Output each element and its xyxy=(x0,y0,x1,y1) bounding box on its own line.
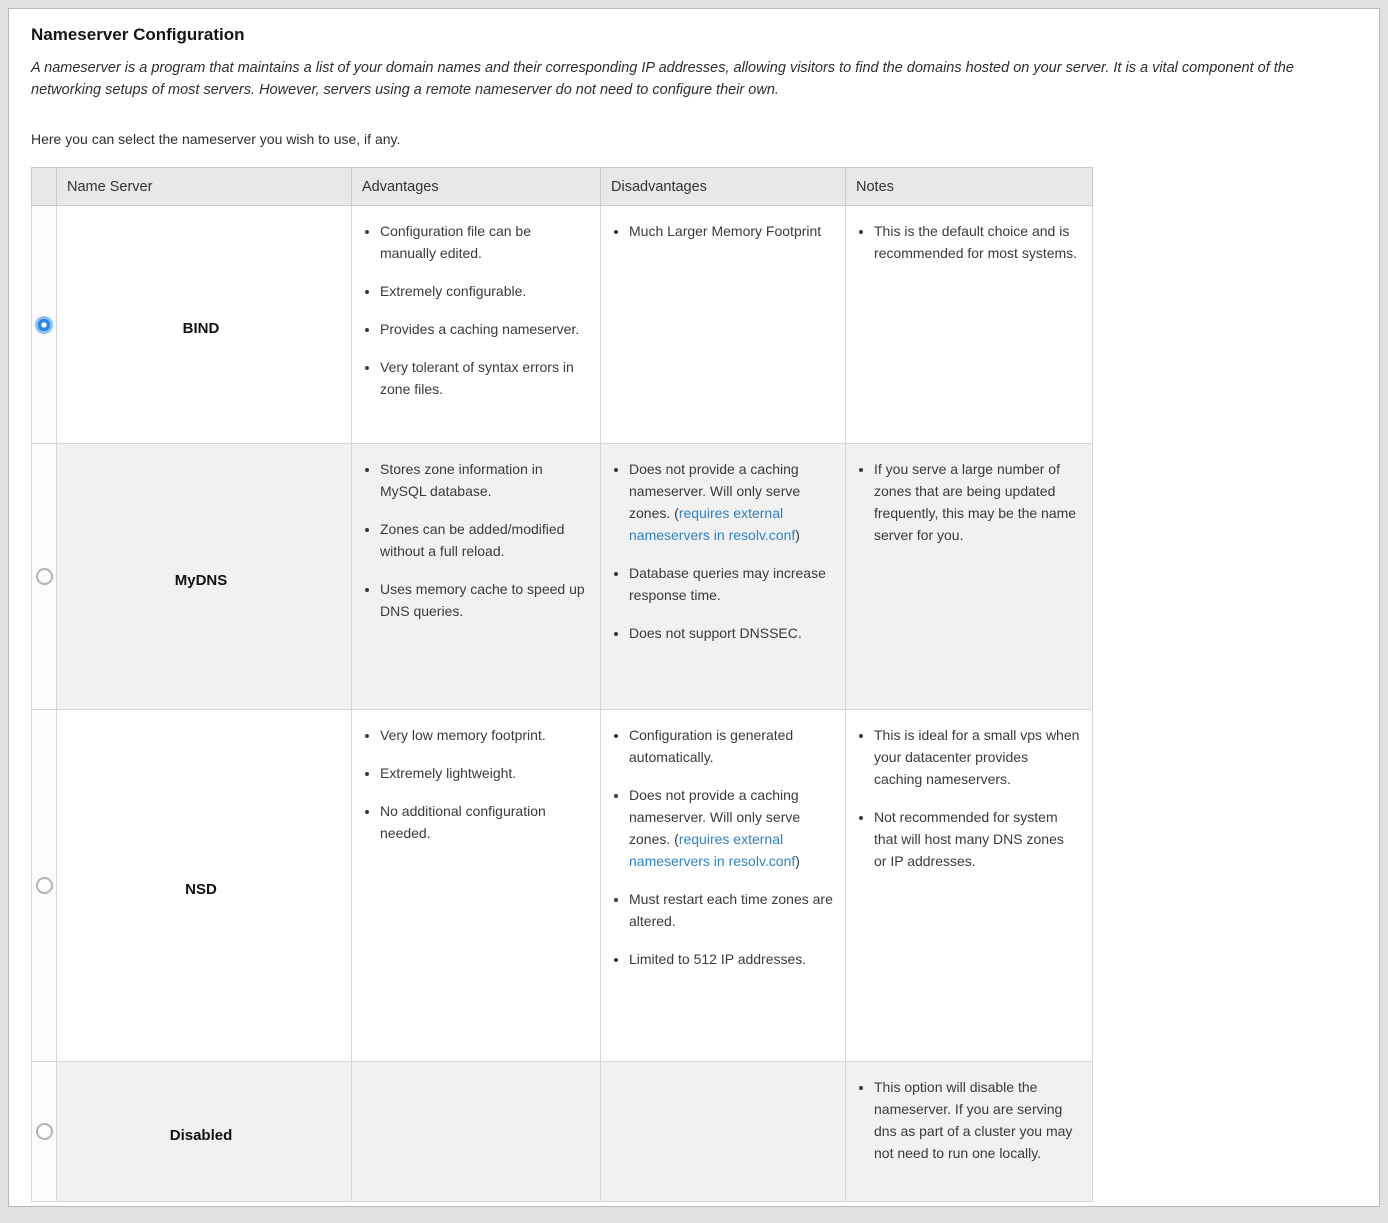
disadvantages-cell xyxy=(601,1062,846,1202)
advantages-list xyxy=(358,458,588,622)
header-advantages: Advantages xyxy=(352,168,601,206)
disadvantages-item: • Limited to 512 IP addresses. xyxy=(629,948,833,970)
advantages-item: • Very low memory footprint. xyxy=(380,724,588,746)
disadvantages-list xyxy=(607,458,833,644)
nameserver-table xyxy=(31,167,1093,1202)
notes-cell xyxy=(846,710,1093,1062)
advantages-item: • Extremely lightweight. xyxy=(380,762,588,784)
disadvantages-item xyxy=(629,784,833,872)
resolv-conf-link[interactable]: requires external nameservers in resolv.conf xyxy=(629,505,796,543)
disadvantages-list xyxy=(607,220,833,242)
disadvantages-cell xyxy=(601,206,846,444)
notes-list xyxy=(852,458,1080,546)
disadvantages-item-text: ) xyxy=(795,527,800,543)
content-panel xyxy=(8,8,1380,1207)
nameserver-name: Disabled xyxy=(57,1062,352,1202)
nameserver-name: MyDNS xyxy=(57,444,352,710)
advantages-item: • Stores zone information in MySQL database. xyxy=(380,458,588,502)
advantages-item: • Zones can be added/modified without a full reload. xyxy=(380,518,588,562)
advantages-list xyxy=(358,724,588,844)
nameserver-radio-nsd[interactable] xyxy=(36,877,53,894)
page-description: A nameserver is a program that maintains a list of your domain names and their corresponding IP addresses, allowing visitors to find the domains hosted on your server. It is a vital component of the networking setups of most servers. However, servers using a remote nameserver do not need to configure their own. xyxy=(31,60,1294,98)
disadvantages-item: • Does not support DNSSEC. xyxy=(629,622,833,644)
disadvantages-item-text: ) xyxy=(795,853,800,869)
advantages-item: • Very tolerant of syntax errors in zone files. xyxy=(380,356,588,400)
notes-item: • Not recommended for system that will host many DNS zones or IP addresses. xyxy=(874,806,1080,872)
header-name-server: Name Server xyxy=(57,168,352,206)
nameserver-radio-bind[interactable] xyxy=(35,316,53,334)
notes-list xyxy=(852,1076,1080,1164)
table-row-bind xyxy=(32,206,1093,444)
nameserver-name: NSD xyxy=(57,710,352,1062)
notes-item: • This is the default choice and is recommended for most systems. xyxy=(874,220,1080,264)
advantages-cell xyxy=(352,444,601,710)
advantages-item: • No additional configuration needed. xyxy=(380,800,588,844)
notes-cell xyxy=(846,1062,1093,1202)
disadvantages-item-text: Does not provide a caching nameserver. Will only serve zones. ( xyxy=(629,787,801,847)
disadvantages-item: • Much Larger Memory Footprint xyxy=(629,220,833,242)
radio-cell xyxy=(32,1062,57,1202)
disadvantages-item: • Database queries may increase response time. xyxy=(629,562,833,606)
disadvantages-item: • Configuration is generated automatically. xyxy=(629,724,833,768)
advantages-list xyxy=(358,220,588,400)
disadvantages-item-text: Does not provide a caching nameserver. Will only serve zones. ( xyxy=(629,461,801,521)
notes-item: • This is ideal for a small vps when your datacenter provides caching nameservers. xyxy=(874,724,1080,790)
notes-cell xyxy=(846,444,1093,710)
table-row-disabled xyxy=(32,1062,1093,1202)
page-title: Nameserver Configuration xyxy=(31,25,245,44)
notes-list xyxy=(852,724,1080,872)
advantages-item: • Configuration file can be manually edited. xyxy=(380,220,588,264)
radio-cell xyxy=(32,206,57,444)
header-disadvantages: Disadvantages xyxy=(601,168,846,206)
nameserver-radio-disabled[interactable] xyxy=(36,1123,53,1140)
table-row-nsd xyxy=(32,710,1093,1062)
advantages-item: • Provides a caching nameserver. xyxy=(380,318,588,340)
disadvantages-cell xyxy=(601,710,846,1062)
selection-instruction: Here you can select the nameserver you wish to use, if any. xyxy=(31,131,401,147)
table-row-mydns xyxy=(32,444,1093,710)
disadvantages-cell xyxy=(601,444,846,710)
nameserver-radio-mydns[interactable] xyxy=(36,568,53,585)
advantages-cell xyxy=(352,710,601,1062)
advantages-cell xyxy=(352,1062,601,1202)
resolv-conf-link[interactable]: requires external nameservers in resolv.conf xyxy=(629,831,796,869)
notes-list xyxy=(852,220,1080,264)
header-notes: Notes xyxy=(846,168,1093,206)
disadvantages-item: • Must restart each time zones are altered. xyxy=(629,888,833,932)
notes-cell xyxy=(846,206,1093,444)
table-header-row xyxy=(32,168,1093,206)
disadvantages-item xyxy=(629,458,833,546)
notes-item: • This option will disable the nameserver. If you are serving dns as part of a cluster you may not need to run one locally. xyxy=(874,1076,1080,1164)
notes-item: • If you serve a large number of zones that are being updated frequently, this may be the name server for you. xyxy=(874,458,1080,546)
advantages-item: • Extremely configurable. xyxy=(380,280,588,302)
nameserver-name: BIND xyxy=(57,206,352,444)
radio-cell xyxy=(32,444,57,710)
advantages-cell xyxy=(352,206,601,444)
advantages-item: • Uses memory cache to speed up DNS queries. xyxy=(380,578,588,622)
radio-cell xyxy=(32,710,57,1062)
disadvantages-list xyxy=(607,724,833,970)
header-radio-column xyxy=(32,168,57,206)
